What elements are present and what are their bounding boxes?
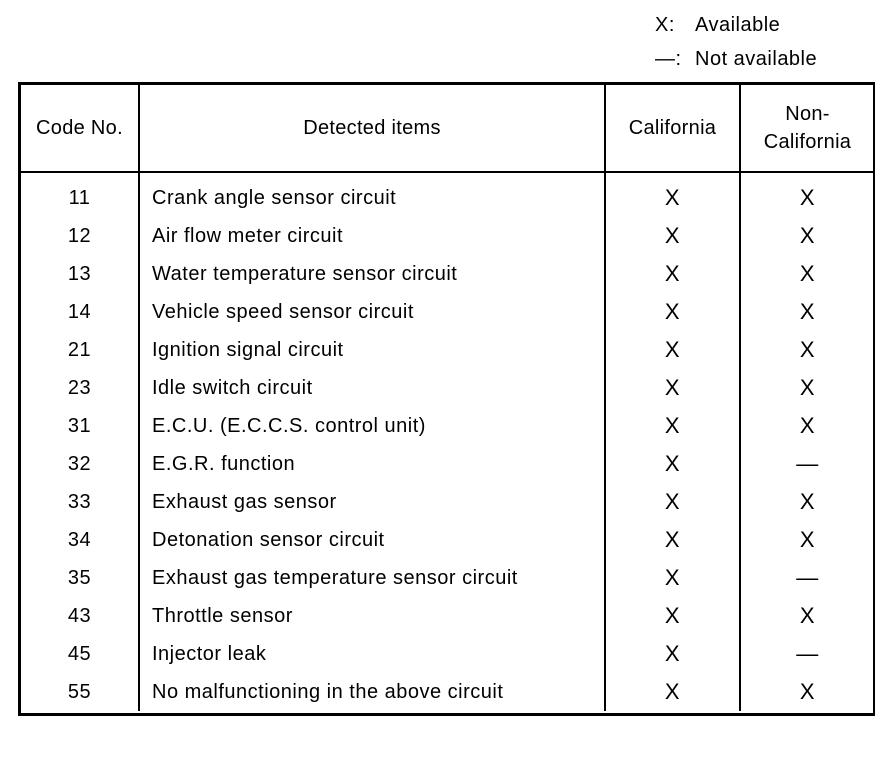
california-cell: X [605, 597, 740, 635]
header-california: California [605, 85, 740, 172]
non-california-cell: X [799, 185, 816, 210]
california-cell: X [605, 407, 740, 445]
legend-symbol-available: X: [655, 14, 675, 36]
code-cell: 43 [21, 597, 139, 635]
non-california-cell: X [799, 603, 816, 628]
table-row [21, 559, 874, 597]
detected-item-cell: Vehicle speed sensor circuit [139, 293, 605, 331]
table-row [21, 673, 874, 711]
table-row [21, 445, 874, 483]
detected-item-cell: Detonation sensor circuit [139, 521, 605, 559]
table-row [21, 255, 874, 293]
code-cell: 35 [21, 559, 139, 597]
table-row [21, 635, 874, 673]
detected-item-cell: Injector leak [139, 635, 605, 673]
code-cell: 45 [21, 635, 139, 673]
non-california-cell: — [796, 565, 819, 590]
legend-symbol-not-available: —: [655, 48, 682, 70]
non-california-cell: — [796, 451, 819, 476]
table-row [21, 407, 874, 445]
non-california-cell: X [799, 527, 816, 552]
header-non-california-line1: Non- [785, 103, 830, 125]
detected-item-cell: Air flow meter circuit [139, 217, 605, 255]
california-cell: X [605, 483, 740, 521]
header-detected-items: Detected items [139, 85, 605, 172]
table-row [21, 483, 874, 521]
table-row [21, 293, 874, 331]
non-california-cell: X [799, 223, 816, 248]
non-california-cell: X [799, 489, 816, 514]
code-cell: 33 [21, 483, 139, 521]
california-cell: X [605, 217, 740, 255]
header-code: Code No. [21, 85, 139, 172]
code-cell: 23 [21, 369, 139, 407]
california-cell: X [605, 293, 740, 331]
detected-item-cell: Idle switch circuit [139, 369, 605, 407]
non-california-cell: X [799, 679, 816, 704]
california-cell: X [605, 635, 740, 673]
detected-item-cell: Exhaust gas temperature sensor circuit [139, 559, 605, 597]
code-cell: 34 [21, 521, 139, 559]
code-cell: 32 [21, 445, 139, 483]
table-row [21, 331, 874, 369]
table-row [21, 217, 874, 255]
code-cell: 11 [21, 172, 139, 217]
california-cell: X [605, 369, 740, 407]
code-cell: 21 [21, 331, 139, 369]
detected-item-cell: Crank angle sensor circuit [139, 172, 605, 217]
legend-row-available [655, 8, 817, 42]
diagnostic-code-table [18, 82, 875, 716]
california-cell: X [605, 445, 740, 483]
non-california-cell: X [799, 413, 816, 438]
table-row [21, 597, 874, 635]
california-cell: X [605, 673, 740, 711]
detected-item-cell: E.G.R. function [139, 445, 605, 483]
legend-text-available: Available [695, 14, 781, 36]
code-cell: 12 [21, 217, 139, 255]
code-cell: 13 [21, 255, 139, 293]
non-california-cell: X [799, 337, 816, 362]
code-cell: 31 [21, 407, 139, 445]
header-non-california-line2: California [763, 131, 852, 153]
legend-text-not-available: Not available [695, 48, 818, 70]
non-california-cell: X [799, 299, 816, 324]
non-california-cell: X [799, 375, 816, 400]
california-cell: X [605, 521, 740, 559]
legend [655, 8, 817, 76]
code-cell: 55 [21, 673, 139, 711]
legend-row-not-available [655, 42, 817, 76]
header-non-california [740, 85, 874, 172]
detected-item-cell: E.C.U. (E.C.C.S. control unit) [139, 407, 605, 445]
table-row [21, 521, 874, 559]
california-cell: X [605, 172, 740, 217]
table-body [21, 172, 874, 711]
table-row [21, 172, 874, 217]
code-cell: 14 [21, 293, 139, 331]
california-cell: X [605, 559, 740, 597]
california-cell: X [605, 331, 740, 369]
header-row [21, 85, 874, 172]
non-california-cell: X [799, 261, 816, 286]
detected-item-cell: No malfunctioning in the above circuit [139, 673, 605, 711]
table [21, 85, 874, 711]
table-row [21, 369, 874, 407]
detected-item-cell: Exhaust gas sensor [139, 483, 605, 521]
detected-item-cell: Throttle sensor [139, 597, 605, 635]
california-cell: X [605, 255, 740, 293]
detected-item-cell: Water temperature sensor circuit [139, 255, 605, 293]
detected-item-cell: Ignition signal circuit [139, 331, 605, 369]
non-california-cell: — [796, 641, 819, 666]
